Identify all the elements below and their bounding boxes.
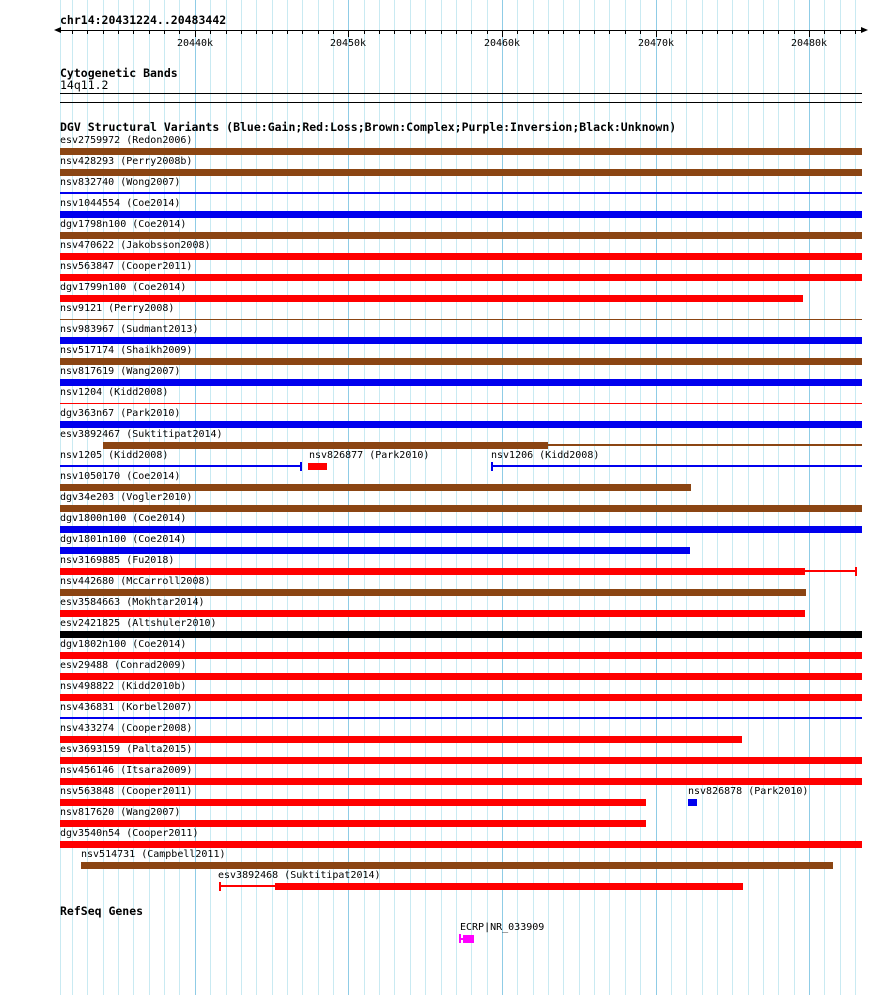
variant-label[interactable]: nsv832740 (Wong2007) <box>60 177 181 188</box>
ruler-tick-label: 20480k <box>790 38 828 49</box>
variant-bar[interactable] <box>60 568 805 575</box>
variant-label[interactable]: nsv1050170 (Coe2014) <box>60 471 181 482</box>
ruler-minor-tick <box>226 30 227 34</box>
variant-label[interactable]: esv2421825 (Altshuler2010) <box>60 618 217 629</box>
ruler-major-tick <box>348 30 349 37</box>
variant-connector-line[interactable] <box>60 465 300 467</box>
variant-bar[interactable] <box>60 148 862 155</box>
variant-bar[interactable] <box>60 778 862 785</box>
ruler-minor-tick <box>640 30 641 34</box>
ruler-minor-tick <box>164 30 165 34</box>
variant-bar[interactable] <box>60 274 862 281</box>
ruler-minor-tick <box>410 30 411 34</box>
ruler-minor-tick <box>72 30 73 34</box>
ruler-minor-tick <box>441 30 442 34</box>
variant-bar[interactable] <box>60 820 646 827</box>
ruler-minor-tick <box>732 30 733 34</box>
variant-label[interactable]: nsv1206 (Kidd2008) <box>491 450 600 461</box>
variant-bar[interactable] <box>60 673 862 680</box>
variant-bar[interactable] <box>103 442 548 449</box>
variant-label[interactable]: dgv1799n100 (Coe2014) <box>60 282 187 293</box>
variant-connector-line[interactable] <box>548 444 862 446</box>
ruler-minor-tick <box>763 30 764 34</box>
ruler-minor-tick <box>241 30 242 34</box>
ruler-minor-tick <box>133 30 134 34</box>
variant-bar[interactable] <box>275 883 743 890</box>
variant-bar[interactable] <box>308 463 327 470</box>
variant-bar[interactable] <box>60 484 691 491</box>
ruler-major-tick <box>656 30 657 37</box>
variant-bar[interactable] <box>60 799 646 806</box>
ruler-minor-tick <box>563 30 564 34</box>
variant-bar[interactable] <box>60 589 806 596</box>
ruler-right-arrow-icon <box>861 27 868 33</box>
ruler-line[interactable] <box>60 30 862 31</box>
ruler-minor-tick <box>456 30 457 34</box>
variant-connector-line[interactable] <box>219 885 275 887</box>
ruler-minor-tick <box>517 30 518 34</box>
ruler-minor-tick <box>609 30 610 34</box>
variant-label[interactable]: esv3892468 (Suktitipat2014) <box>218 870 381 881</box>
ruler-minor-tick <box>287 30 288 34</box>
region-label: chr14:20431224..20483442 <box>60 13 227 27</box>
variant-connector-line[interactable] <box>805 570 855 572</box>
gene-label[interactable]: ECRP|NR_033909 <box>460 922 545 933</box>
gene-exon-box[interactable] <box>463 935 474 943</box>
variant-label[interactable]: nsv826878 (Park2010) <box>688 786 809 797</box>
variant-extent-tick <box>300 462 302 471</box>
ruler-minor-tick <box>149 30 150 34</box>
variant-label[interactable]: nsv514731 (Campbell2011) <box>81 849 226 860</box>
ruler-minor-tick <box>272 30 273 34</box>
dgv-heading: DGV Structural Variants (Blue:Gain;Red:Loss;Brown:Complex;Purple:Inversion;Black:Unknown) <box>60 120 677 134</box>
variant-bar[interactable] <box>60 652 862 659</box>
ruler-minor-tick <box>425 30 426 34</box>
variant-bar[interactable] <box>60 253 862 260</box>
ruler-minor-tick <box>548 30 549 34</box>
ruler-minor-tick <box>533 30 534 34</box>
variant-label[interactable]: nsv456146 (Itsara2009) <box>60 765 193 776</box>
variant-label[interactable]: nsv826877 (Park2010) <box>309 450 430 461</box>
variant-connector-line[interactable] <box>60 717 862 719</box>
variant-bar[interactable] <box>81 862 833 869</box>
cytoband-bar[interactable] <box>60 93 862 103</box>
variant-bar[interactable] <box>60 379 862 386</box>
ruler-left-arrow-icon <box>54 27 61 33</box>
variant-label[interactable]: esv3892467 (Suktitipat2014) <box>60 429 223 440</box>
ruler-minor-tick <box>302 30 303 34</box>
variant-label[interactable]: nsv428293 (Perry2008b) <box>60 156 193 167</box>
variant-bar[interactable] <box>60 631 862 638</box>
ruler-major-tick <box>195 30 196 37</box>
variant-bar[interactable] <box>60 694 862 701</box>
ruler-minor-tick <box>671 30 672 34</box>
ruler-minor-tick <box>118 30 119 34</box>
ruler-minor-tick <box>855 30 856 34</box>
variant-label[interactable]: nsv563848 (Cooper2011) <box>60 786 193 797</box>
ruler-minor-tick <box>702 30 703 34</box>
variant-bar[interactable] <box>688 799 697 806</box>
cytoband-label: 14q11.2 <box>60 78 109 92</box>
ruler-minor-tick <box>318 30 319 34</box>
variant-label[interactable]: dgv1801n100 (Coe2014) <box>60 534 187 545</box>
variant-bar[interactable] <box>60 169 862 176</box>
ruler-tick-label: 20460k <box>483 38 521 49</box>
variant-bar[interactable] <box>60 526 862 533</box>
variant-thin-line[interactable] <box>60 403 862 404</box>
variant-label[interactable]: nsv498822 (Kidd2010b) <box>60 681 187 692</box>
variant-label[interactable]: dgv1802n100 (Coe2014) <box>60 639 187 650</box>
variant-bar[interactable] <box>60 421 862 428</box>
ruler-minor-tick <box>778 30 779 34</box>
variant-bar[interactable] <box>60 757 862 764</box>
ruler-minor-tick <box>794 30 795 34</box>
variant-label[interactable]: dgv363n67 (Park2010) <box>60 408 181 419</box>
variant-label[interactable]: nsv517174 (Shaikh2009) <box>60 345 193 356</box>
variant-label[interactable]: nsv442680 (McCarroll2008) <box>60 576 211 587</box>
variant-label[interactable]: nsv817620 (Wang2007) <box>60 807 181 818</box>
ruler-minor-tick <box>686 30 687 34</box>
variant-label[interactable]: esv3584663 (Mokhtar2014) <box>60 597 205 608</box>
variant-label[interactable]: nsv3169885 (Fu2018) <box>60 555 175 566</box>
variant-bar[interactable] <box>60 505 862 512</box>
variant-bar[interactable] <box>60 610 805 617</box>
variant-extent-tick <box>855 567 857 576</box>
ruler-minor-tick <box>748 30 749 34</box>
ruler-minor-tick <box>487 30 488 34</box>
variant-bar[interactable] <box>60 736 742 743</box>
ruler-minor-tick <box>87 30 88 34</box>
ruler-minor-tick <box>103 30 104 34</box>
variant-label[interactable]: nsv436831 (Korbel2007) <box>60 702 193 713</box>
variant-label[interactable]: nsv817619 (Wang2007) <box>60 366 181 377</box>
variant-label[interactable]: dgv1800n100 (Coe2014) <box>60 513 187 524</box>
variant-connector-line[interactable] <box>60 192 862 194</box>
variant-label[interactable]: nsv563847 (Cooper2011) <box>60 261 193 272</box>
ruler-minor-tick <box>333 30 334 34</box>
variant-label[interactable]: nsv1204 (Kidd2008) <box>60 387 169 398</box>
variant-label[interactable]: dgv34e203 (Vogler2010) <box>60 492 193 503</box>
variant-label[interactable]: esv3693159 (Palta2015) <box>60 744 193 755</box>
variant-label[interactable]: nsv470622 (Jakobsson2008) <box>60 240 211 251</box>
ruler-minor-tick <box>179 30 180 34</box>
ruler-minor-tick <box>256 30 257 34</box>
variant-label[interactable]: dgv1798n100 (Coe2014) <box>60 219 187 230</box>
variant-label[interactable]: dgv3540n54 (Cooper2011) <box>60 828 199 839</box>
variant-label[interactable]: nsv433274 (Cooper2008) <box>60 723 193 734</box>
variant-bar[interactable] <box>60 232 862 239</box>
ruler-minor-tick <box>625 30 626 34</box>
variant-bar[interactable] <box>60 211 862 218</box>
ruler-minor-tick <box>364 30 365 34</box>
ruler-minor-tick <box>210 30 211 34</box>
ruler-minor-tick <box>579 30 580 34</box>
variant-bar[interactable] <box>60 841 862 848</box>
variant-connector-line[interactable] <box>491 465 862 467</box>
ruler-minor-tick <box>717 30 718 34</box>
ruler-minor-tick <box>379 30 380 34</box>
ruler-tick-label: 20470k <box>637 38 675 49</box>
variant-label[interactable]: nsv1044554 (Coe2014) <box>60 198 181 209</box>
variant-label[interactable]: nsv9121 (Perry2008) <box>60 303 175 314</box>
variant-label[interactable]: esv29488 (Conrad2009) <box>60 660 187 671</box>
variant-label[interactable]: esv2759972 (Redon2006) <box>60 135 193 146</box>
ruler-major-tick <box>502 30 503 37</box>
variant-thin-line[interactable] <box>60 319 862 320</box>
variant-bar[interactable] <box>60 547 690 554</box>
ruler-tick-label: 20440k <box>176 38 214 49</box>
variant-bar[interactable] <box>60 337 862 344</box>
variant-label[interactable]: nsv1205 (Kidd2008) <box>60 450 169 461</box>
variant-bar[interactable] <box>60 358 862 365</box>
ruler-minor-tick <box>840 30 841 34</box>
ruler-minor-tick <box>594 30 595 34</box>
ruler-minor-tick <box>394 30 395 34</box>
refseq-heading: RefSeq Genes <box>60 904 144 918</box>
ruler-minor-tick <box>824 30 825 34</box>
ruler-minor-tick <box>471 30 472 34</box>
variant-label[interactable]: nsv983967 (Sudmant2013) <box>60 324 199 335</box>
ruler-tick-label: 20450k <box>329 38 367 49</box>
cytogenetic-heading: Cytogenetic Bands <box>60 66 178 80</box>
variant-bar[interactable] <box>60 295 803 302</box>
ruler-major-tick <box>809 30 810 37</box>
